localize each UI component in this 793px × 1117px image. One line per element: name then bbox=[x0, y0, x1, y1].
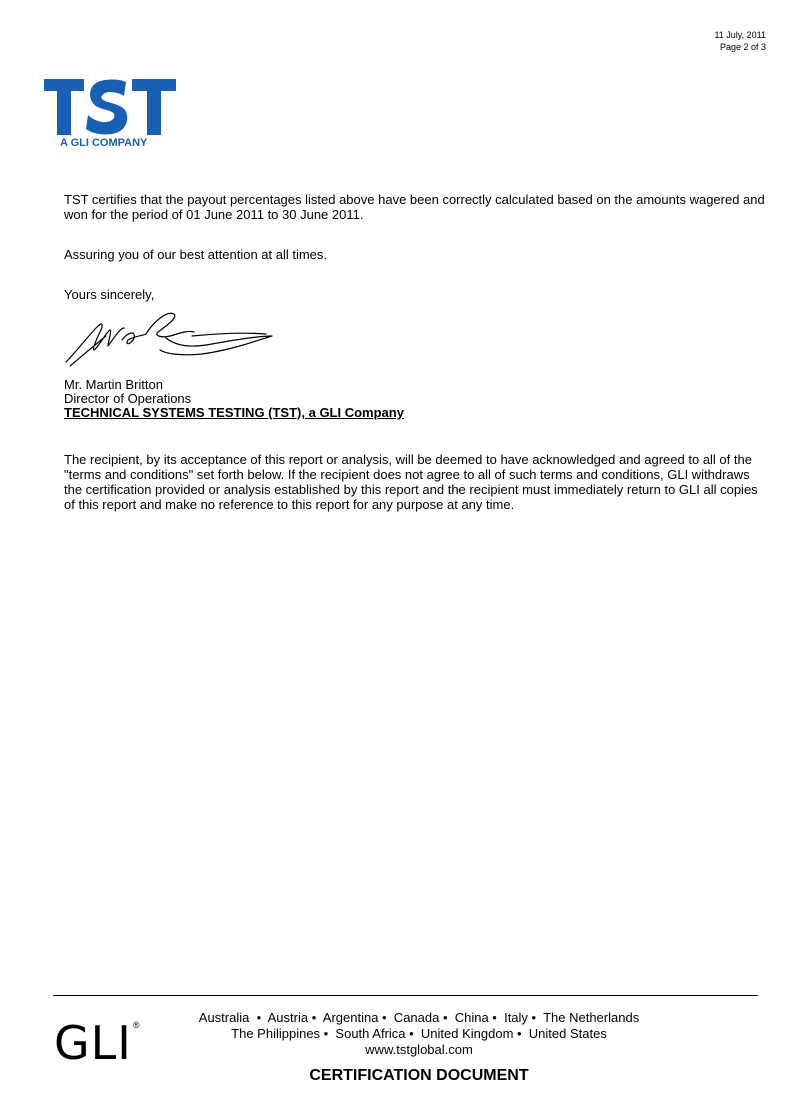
tst-logo bbox=[44, 79, 176, 150]
footer-locations-line2: The Philippines • South Africa • United Kingdom • United States bbox=[231, 1026, 607, 1041]
footer-divider bbox=[53, 995, 758, 996]
gli-logo bbox=[54, 1018, 139, 1068]
document-title: CERTIFICATION DOCUMENT bbox=[309, 1067, 529, 1084]
signature-image bbox=[62, 306, 276, 370]
signer-block bbox=[64, 378, 404, 420]
header-meta bbox=[714, 29, 766, 53]
certification-paragraph: TST certifies that the payout percentages listed above have been correctly calculated based on the amounts wagered and won for the period of 01 June 2011 to 30 June 2011. bbox=[64, 192, 765, 222]
assurance-paragraph: Assuring you of our best attention at all times. bbox=[64, 247, 328, 262]
terms-paragraph: The recipient, by its acceptance of this report or analysis, will be deemed to have acknowledged and agreed to all of the "terms and conditions" set forth below. If the recipient does not agree to all of such terms and conditions, GLI withdraws the certification provided or analysis established by this report and the recipient must immediately return to GLI all copies of this report and make no reference to this report for any purpose at any time. bbox=[64, 452, 758, 512]
signer-company: TECHNICAL SYSTEMS TESTING (TST), a GLI Company bbox=[64, 405, 404, 420]
closing-salutation: Yours sincerely, bbox=[64, 287, 155, 302]
tst-logo-subtitle: A GLI COMPANY bbox=[60, 137, 148, 149]
page-number: Page 2 of 3 bbox=[719, 42, 766, 52]
signer-title: Director of Operations bbox=[64, 391, 192, 406]
tst-logo-mark bbox=[44, 79, 176, 135]
document-date: 11 July, 2011 bbox=[714, 30, 766, 40]
footer-locations bbox=[180, 1010, 658, 1058]
gli-logo-text: GLI bbox=[54, 1016, 132, 1070]
registered-mark: ® bbox=[132, 1020, 140, 1030]
signer-name: Mr. Martin Britton bbox=[64, 377, 163, 392]
footer-locations-line1: Australia • Austria • Argentina • Canada • China • Italy • The Netherlands bbox=[198, 1010, 640, 1025]
footer-website: www.tstglobal.com bbox=[365, 1042, 473, 1057]
